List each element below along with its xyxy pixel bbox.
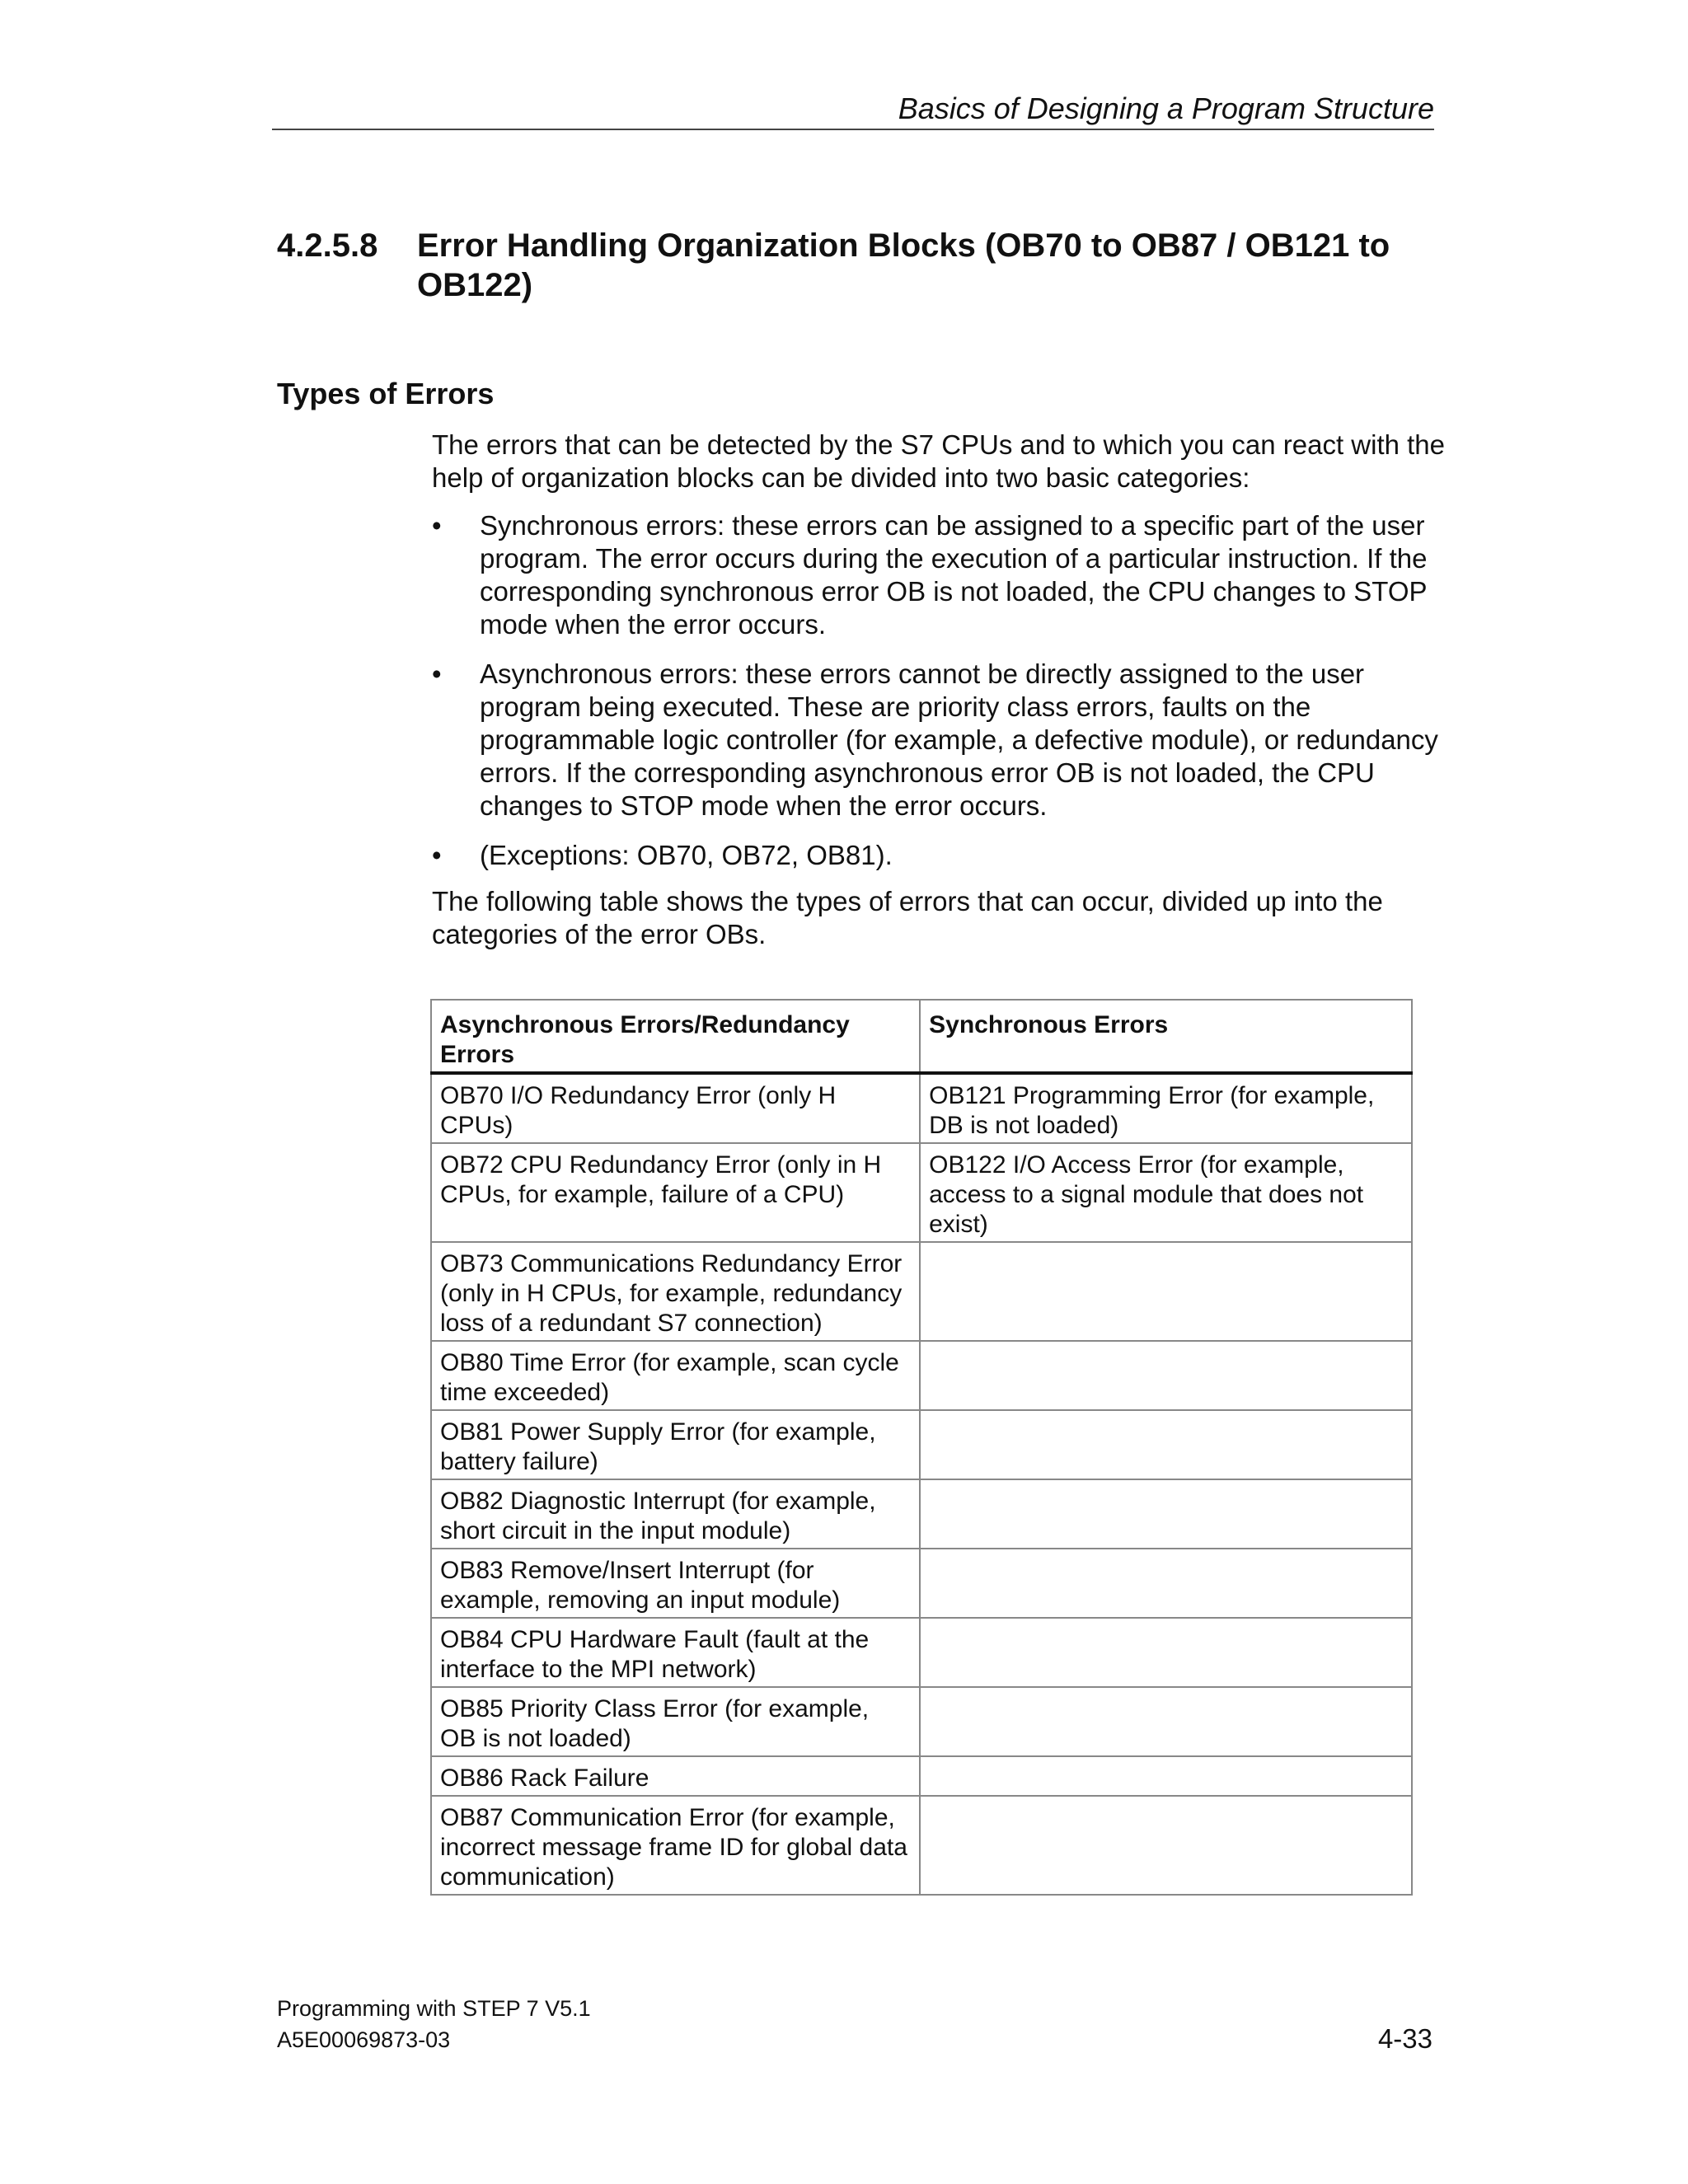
table-cell (920, 1549, 1412, 1618)
table-header-row (431, 1000, 1412, 1073)
table-cell: OB84 CPU Hardware Fault (fault at the interface to the MPI network) (431, 1618, 920, 1687)
table-cell: OB82 Diagnostic Interrupt (for example, short circuit in the input module) (431, 1479, 920, 1549)
page-number: 4-33 (1377, 2023, 1432, 2054)
column-header-synchronous: Synchronous Errors (920, 1000, 1412, 1073)
table-row (431, 1143, 1412, 1242)
footer-document-info (277, 1993, 591, 2055)
footer-manual-title: Programming with STEP 7 V5.1 (277, 1996, 591, 2021)
table-cell (920, 1410, 1412, 1479)
table-cell (920, 1756, 1412, 1796)
table-cell (920, 1242, 1412, 1341)
table-cell: OB80 Time Error (for example, scan cycle time exceeded) (431, 1341, 920, 1410)
table-intro-paragraph: The following table shows the types of errors that can occur, divided up into the categories of the error OBs. (432, 886, 1383, 949)
table-row (431, 1618, 1412, 1687)
table-cell (920, 1796, 1412, 1895)
table-cell (920, 1618, 1412, 1687)
table-cell (920, 1687, 1412, 1756)
table-cell: OB73 Communications Redundancy Error (only in H CPUs, for example, redundancy loss of a redundant S7 connection) (431, 1242, 920, 1341)
table-cell: OB83 Remove/Insert Interrupt (for example, removing an input module) (431, 1549, 920, 1618)
table-cell (920, 1479, 1412, 1549)
section-number: 4.2.5.8 (277, 227, 378, 264)
error-category-list (432, 509, 1446, 888)
table-row (431, 1549, 1412, 1618)
bullet-icon: • (432, 658, 442, 689)
table-cell: OB72 CPU Redundancy Error (only in H CPUs, for example, failure of a CPU) (431, 1143, 920, 1242)
table-cell: OB86 Rack Failure (431, 1756, 920, 1796)
table-cell (920, 1341, 1412, 1410)
table-cell: OB85 Priority Class Error (for example, OB is not loaded) (431, 1687, 920, 1756)
section-title: Error Handling Organization Blocks (OB70 to OB87 / OB121 to OB122) (417, 227, 1390, 303)
table-cell: OB121 Programming Error (for example, DB is not loaded) (920, 1073, 1412, 1143)
error-ob-table (430, 999, 1413, 1896)
list-item (432, 839, 1446, 872)
list-item (432, 509, 1446, 641)
list-item-text: Asynchronous errors: these errors cannot be directly assigned to the user program being executed. These are priority class errors, faults on the programmable logic controller (for example, a defective module), or redundancy errors. If the corresponding asynchronous error OB is not loaded, the CPU changes to STOP mode when the error occurs. (480, 658, 1438, 821)
header-divider (272, 129, 1434, 130)
subheading-types-of-errors: Types of Errors (277, 377, 495, 410)
table-row (431, 1796, 1412, 1895)
footer-order-number: A5E00069873-03 (277, 2027, 451, 2052)
list-item-text: (Exceptions: OB70, OB72, OB81). (480, 840, 893, 870)
table-row (431, 1687, 1412, 1756)
table-row (431, 1073, 1412, 1143)
list-item (432, 658, 1446, 823)
running-header: Basics of Designing a Program Structure (898, 91, 1434, 125)
table-row (431, 1410, 1412, 1479)
table-cell: OB81 Power Supply Error (for example, battery failure) (431, 1410, 920, 1479)
column-header-asynchronous: Asynchronous Errors/Redundancy Errors (431, 1000, 920, 1073)
table-row (431, 1479, 1412, 1549)
table-row (431, 1341, 1412, 1410)
section-heading (277, 226, 1431, 305)
bullet-icon: • (432, 840, 442, 870)
bullet-icon: • (432, 510, 442, 541)
table-cell: OB122 I/O Access Error (for example, access to a signal module that does not exist) (920, 1143, 1412, 1242)
table-row (431, 1756, 1412, 1796)
intro-paragraph: The errors that can be detected by the S7 CPUs and to which you can react with the help of organization blocks can be divided into two basic categories: (432, 429, 1446, 493)
list-item-text: Synchronous errors: these errors can be assigned to a specific part of the user program. The error occurs during the execution of a particular instruction. If the corresponding synchronous error OB is not loaded, the CPU changes to STOP mode when the error occurs. (480, 510, 1428, 640)
table-cell: OB70 I/O Redundancy Error (only H CPUs) (431, 1073, 920, 1143)
table-row (431, 1242, 1412, 1341)
table-cell: OB87 Communication Error (for example, incorrect message frame ID for global data communication) (431, 1796, 920, 1895)
